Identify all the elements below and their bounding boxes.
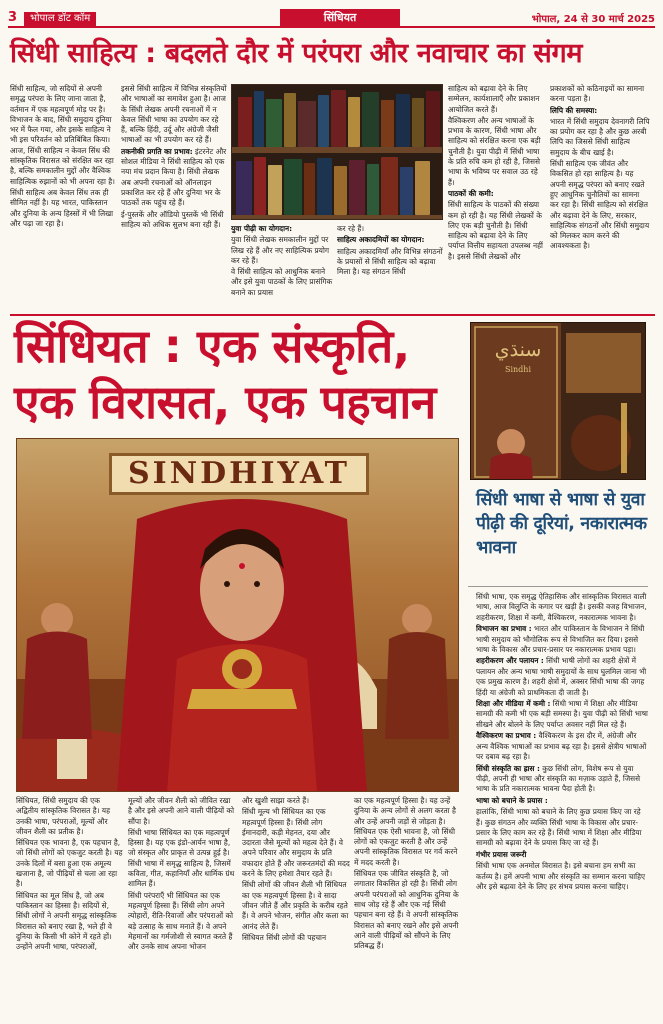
paragraph: सिंधी परंपराएँ भी सिंधियत का एक महत्वपूर्ण हिस्सा हैं। सिंधी लोग अपने त्योहारों, रीति-रिवाजों और परंपराओं को बड़े उत्साह के साथ मनाते हैं। वे अपने मेहमानों का गर्मजोशी से स्वागत करते हैं और उनके साथ अपना भोजन (128, 890, 234, 952)
subheading: पाठकों की कमी: (448, 188, 494, 198)
divider (468, 586, 648, 587)
article3-body (476, 592, 648, 1018)
paragraph: साहित्य को बढ़ावा देने के लिए सम्मेलन, कार्यशालाएँ और प्रकाशन आयोजित करते हैं। (448, 84, 540, 114)
paragraph: सिंधी भाषी लोगों का शहरी क्षेत्रों में पलायन और अन्य भाषा भाषी समुदायों के साथ घुलमिल जाना भी एक प्रमुख कारण है। शहरी क्षेत्रों में, अक्सर सिंधी भाषा की जगह हिंदी या अंग्रेजी को प्राथमिकता दी जाती है। (476, 656, 647, 697)
paragraph: सिंधी लोगों की जीवन शैली भी सिंधियत का एक महत्वपूर्ण हिस्सा है। वे सादा जीवन जीते हैं और प्रकृति के करीब रहते हैं। वे अपने भोजन, संगीत और कला का आनंद लेते हैं। (242, 880, 349, 931)
masthead (8, 8, 655, 28)
article1-column-6 (550, 84, 650, 310)
article2-headline (14, 318, 454, 430)
paragraph: इससे सिंधी साहित्य में विभिन्न संस्कृतियों और भाषाओं का समावेश हुआ है। आज के सिंधी लेखक अपनी रचनाओं में न केवल सिंधी भाषा का उपयोग कर रहे हैं, बल्कि हिंदी, उर्दू और अंग्रेजी जैसी भाषाओं का भी उपयोग कर रहे हैं। (121, 84, 227, 145)
bookshelf-image (231, 84, 443, 220)
subheading: शहरीकरण और पलायन : (476, 656, 544, 666)
article1-column-4 (337, 224, 443, 310)
paragraph: सिंधियत सिंधी लोगों की पहचान (242, 932, 327, 942)
paragraph: सिंधियत एक भावना है, एक पहचान है, जो सिंधी लोगों को एकजुट करती है। यह उनके दिलों में बसा हुआ एक अमूल्य खजाना है, जो पीढ़ियों से चला आ रहा है। (16, 838, 123, 889)
paragraph: और खुशी साझा करते हैं। (242, 796, 310, 805)
paragraph: भारत और पाकिस्तान के विभाजन ने सिंधी भाषी समुदाय को भौगोलिक रूप से विभाजित कर दिया। इससे भाषा के विकास और प्रचार-प्रसार पर नकारात्मक प्रभाव पड़ा। (476, 624, 645, 655)
subheading: भाषा को बचाने के प्रयास : (476, 795, 548, 805)
subheading: शिक्षा और मीडिया में कमी : (476, 699, 551, 709)
paragraph: ई-पुस्तकें और ऑडियो पुस्तकें भी सिंधी साहित्य को अधिक सुलभ बना रही हैं। (121, 209, 224, 229)
headline-line-1: सिंधियत : एक संस्कृति, (14, 319, 410, 373)
article1-column-3 (231, 224, 337, 310)
paragraph: सिंधी मूल्य भी सिंधियत का एक महत्वपूर्ण हिस्सा हैं। सिंधी लोग ईमानदारी, कड़ी मेहनत, दया और उदारता जैसे मूल्यों को महत्व देते हैं। वे अपने परिवार और समुदाय के प्रति वफादार होते हैं और जरूरतमंदों की मदद करने के लिए हमेशा तैयार रहते हैं। (242, 807, 350, 879)
paragraph: सिंधी साहित्य, जो सदियों से अपनी समृद्ध परंपरा के लिए जाना जाता है, वर्तमान में एक महत्वपूर्ण मोड़ पर है। विभाजन के बाद, सिंधी समुदाय दुनिया भर में फैल गया, और इसके साहित्य ने भी इस परिवर्तन को प्रतिबिंबित किया। आज, सिंधी साहित्य न केवल सिंध की सांस्कृतिक विरासत को संरक्षित कर रहा है, बल्कि समकालीन मुद्दों और वैश्विक साहित्यिक रुझानों को भी अपना रहा है। (10, 84, 115, 186)
subheading: तकनीकी प्रगति का प्रभाव: (121, 146, 193, 156)
book-title: سنڌي (494, 339, 542, 361)
paragraph: इंटरनेट और सोशल मीडिया ने सिंधी साहित्य को एक नया मंच प्रदान किया है। सिंधी लेखक अब अपनी रचनाओं को ऑनलाइन प्रकाशित कर रहे हैं और दुनिया भर के पाठकों तक पहुंच रहे हैं। (121, 146, 227, 208)
paragraph: वैश्विकरण और अन्य भाषाओं के प्रभाव के कारण, सिंधी भाषा और साहित्य को संरक्षित करना एक बड़ी चुनौती है। युवा पीढ़ी में सिंधी भाषा के प्रति रुचि कम हो रही है, जिससे भाषा के भविष्य पर सवाल उठ रहे हैं। (448, 115, 541, 187)
page-number: 3 (8, 10, 18, 25)
paragraph: का एक महत्वपूर्ण हिस्सा है। यह उन्हें दुनिया के अन्य लोगों से अलग करता है और उन्हें अपनी जड़ों से जोड़ता है। सिंधियत एक ऐसी भावना है, जो सिंधी लोगों को एकजुट करती है और उन्हें अपनी सांस्कृतिक विरासत पर गर्व करने में मदद करती है। (354, 796, 458, 867)
subheading: युवा पीढ़ी का योगदान: (231, 224, 293, 233)
paper-name: भोपाल डॉट कॉम (24, 12, 96, 26)
paragraph: वैश्विकरण के इस दौर में, अंग्रेजी और अन्य वैश्विक भाषाओं का प्रभाव बढ़ रहा है। इससे क्षेत्रीय भाषाओं पर दबाव बढ़ रहा है। (476, 731, 647, 762)
paragraph: प्रकाशकों को कठिनाइयों का सामना करना पड़ता है। (550, 84, 645, 104)
subheading: सिंधी संस्कृति का ह्रास : (476, 763, 540, 773)
paragraph: वे सिंधी साहित्य को आधुनिक बनाने और इसे युवा पाठकों के लिए प्रासंगिक बनाने का प्रयास (231, 267, 333, 297)
article1-headline: सिंधी साहित्य : बदलते दौर में परंपरा और नवाचार का संगम (10, 38, 583, 69)
paragraph: भारत में सिंधी समुदाय देवनागरी लिपि का प्रयोग कर रहा है और कुछ अरबी लिपि का जिससे सिंधी साहित्य समुदाय के बीच खाई है। (550, 116, 650, 157)
paragraph: सिंधी भाषा, एक समृद्ध ऐतिहासिक और सांस्कृतिक विरासत वाली भाषा, आज विलुप्ति के कगार पर खड़ी है। इसकी वजह विभाजन, शहरीकरण, शिक्षा में कमी, वैश्विकरण, नकारात्मक भावना है। (476, 592, 647, 622)
paragraph: सिंधी साहित्य अब केवल सिंध तक ही सीमित नहीं है। यह भारत, पाकिस्तान और दुनिया के अन्य हिस्सों में भी लिखा और पढ़ा जा रहा है। (10, 187, 114, 228)
subheading: वैश्विकरण का प्रभाव : (476, 731, 537, 741)
paragraph: सिंधी भाषा सिंधियत का एक महत्वपूर्ण हिस्सा है। यह एक इंडो-आर्यन भाषा है, जो संस्कृत और प्राकृत से उत्पन्न हुई है। सिंधी भाषा में समृद्ध साहित्य है, जिसमें कविता, गीत, कहानियाँ और धार्मिक ग्रंथ शामिल हैं। (128, 827, 235, 889)
paragraph: युवा सिंधी लेखक समकालीन मुद्दों पर लिख रहे हैं और नए साहित्यिक प्रयोग कर रहे हैं। (231, 235, 330, 265)
issue-date: भोपाल, 24 से 30 मार्च 2025 (531, 14, 655, 25)
paragraph: सिंधियत, सिंधी समुदाय की एक अद्वितीय सांस्कृतिक विरासत है। यह उनकी भाषा, परंपराओं, मूल्यों और जीवन शैली का प्रतीक है। (16, 796, 110, 836)
paragraph: सिंधियत का मूल सिंध है, जो अब पाकिस्तान का हिस्सा है। सदियों से, सिंधी लोगों ने अपनी समृद्ध सांस्कृतिक विरासत को बनाए रखा है, भले ही वे दुनिया के किसी भी कोने में रहते हों। उन्होंने अपनी भाषा, परंपराओं, (16, 890, 117, 952)
article2-column-4 (354, 796, 460, 1018)
image-title: SINDHIYAT (109, 453, 369, 495)
article3-headline: सिंधी भाषा से भाषा से युवा पीढ़ी की दूरियां, नकारात्मक भावना (476, 490, 647, 558)
article2-column-2 (128, 796, 236, 1018)
sindhiyat-illustration (16, 438, 459, 792)
section-divider (10, 314, 655, 316)
headline-line-2: एक विरासत, एक पहचान (14, 375, 436, 429)
subheading: गंभीर प्रयास जरूरी (476, 849, 527, 859)
paragraph: साहित्य अकादमियाँ और विभिन्न संगठनों के प्रयासों से सिंधी साहित्य को बढ़ावा मिला है। यह संगठन सिंधी (337, 246, 443, 277)
paragraph: हालांकि, सिंधी भाषा को बचाने के लिए कुछ प्रयास किए जा रहे हैं। कुछ संगठन और व्यक्ति सिंधी भाषा के विकास और प्रचार-प्रसार के लिए काम कर रहे हैं। सिंधी भाषा में शिक्षा और मीडिया सामग्री को बढ़ावा देने के प्रयास किए जा रहे हैं। (476, 807, 642, 848)
paragraph: कर रहे हैं। (337, 224, 365, 233)
paragraph: सिंधी भाषा में शिक्षा और मीडिया सामग्री की कमी भी एक बड़ी समस्या है। युवा पीढ़ी को सिंधी भाषा सीखने और बोलने के लिए पर्याप्त अवसर नहीं मिल रहे हैं। (476, 699, 648, 729)
article2-column-1 (16, 796, 124, 1018)
paragraph: सिंधियत एक जीवित संस्कृति है, जो लगातार विकसित हो रही है। सिंधी लोग अपनी परंपराओं को आधुनिक दुनिया के साथ जोड़ रहे हैं और एक नई सिंधी पहचान बना रहे हैं। वे अपनी सांस्कृतिक विरासत को बनाए रखने और इसे अपनी आने वाली पीढ़ियों को सौंपने के लिए प्रतिबद्ध हैं। (354, 869, 459, 951)
paragraph: मूल्यों और जीवन शैली को जीवित रखा है और इसे अपनी आने वाली पीढ़ियों को सौंपा है। (128, 796, 235, 826)
subheading: विभाजन का प्रभाव : (476, 624, 532, 634)
book-subtitle: Sindhi (504, 365, 532, 374)
paragraph: सिंधी साहित्य के पाठकों की संख्या कम हो रही है। यह सिंधी लेखकों के लिए एक बड़ी चुनौती है। सिंधी साहित्य को बढ़ावा देने के लिए पर्याप्त वित्तीय सहायता उपलब्ध नहीं है। इससे सिंधी लेखकों और (448, 200, 543, 261)
section-label: सिंधियत (280, 9, 400, 26)
paragraph: सिंधी साहित्य एक जीवंत और विकसित हो रहा साहित्य है। यह अपनी समृद्ध परंपरा को बनाए रखते हुए आधुनिक चुनौतियों का सामना कर रहा है। सिंधी साहित्य को संरक्षित और बढ़ावा देने के लिए, सरकार, साहित्यिक संगठनों और सिंधी समुदाय को मिलकर काम करने की आवश्यकता है। (550, 159, 650, 251)
subheading: लिपि की समस्या: (550, 105, 598, 115)
article1-column-1 (10, 84, 116, 310)
article2-column-3 (242, 796, 350, 1018)
paragraph: कुछ सिंधी लोग, विशेष रूप से युवा पीढ़ी, अपनी ही भाषा और संस्कृति का मज़ाक उड़ाते हैं, जिससे भाषा के प्रति नकारात्मक भावना पैदा होती है। (476, 763, 641, 794)
sindhi-book-image (470, 322, 646, 480)
paragraph: सिंधी भाषा एक अनमोल विरासत है। इसे बचाना हम सभी का कर्तव्य है। हमें अपनी भाषा और संस्कृति का सम्मान करना चाहिए और इसे बढ़ावा देने के लिए हर संभव प्रयास करना चाहिए। (476, 861, 645, 891)
article1-column-2 (121, 84, 227, 310)
subheading: साहित्य अकादमियों का योगदान: (337, 235, 425, 245)
article1-column-5 (448, 84, 546, 310)
